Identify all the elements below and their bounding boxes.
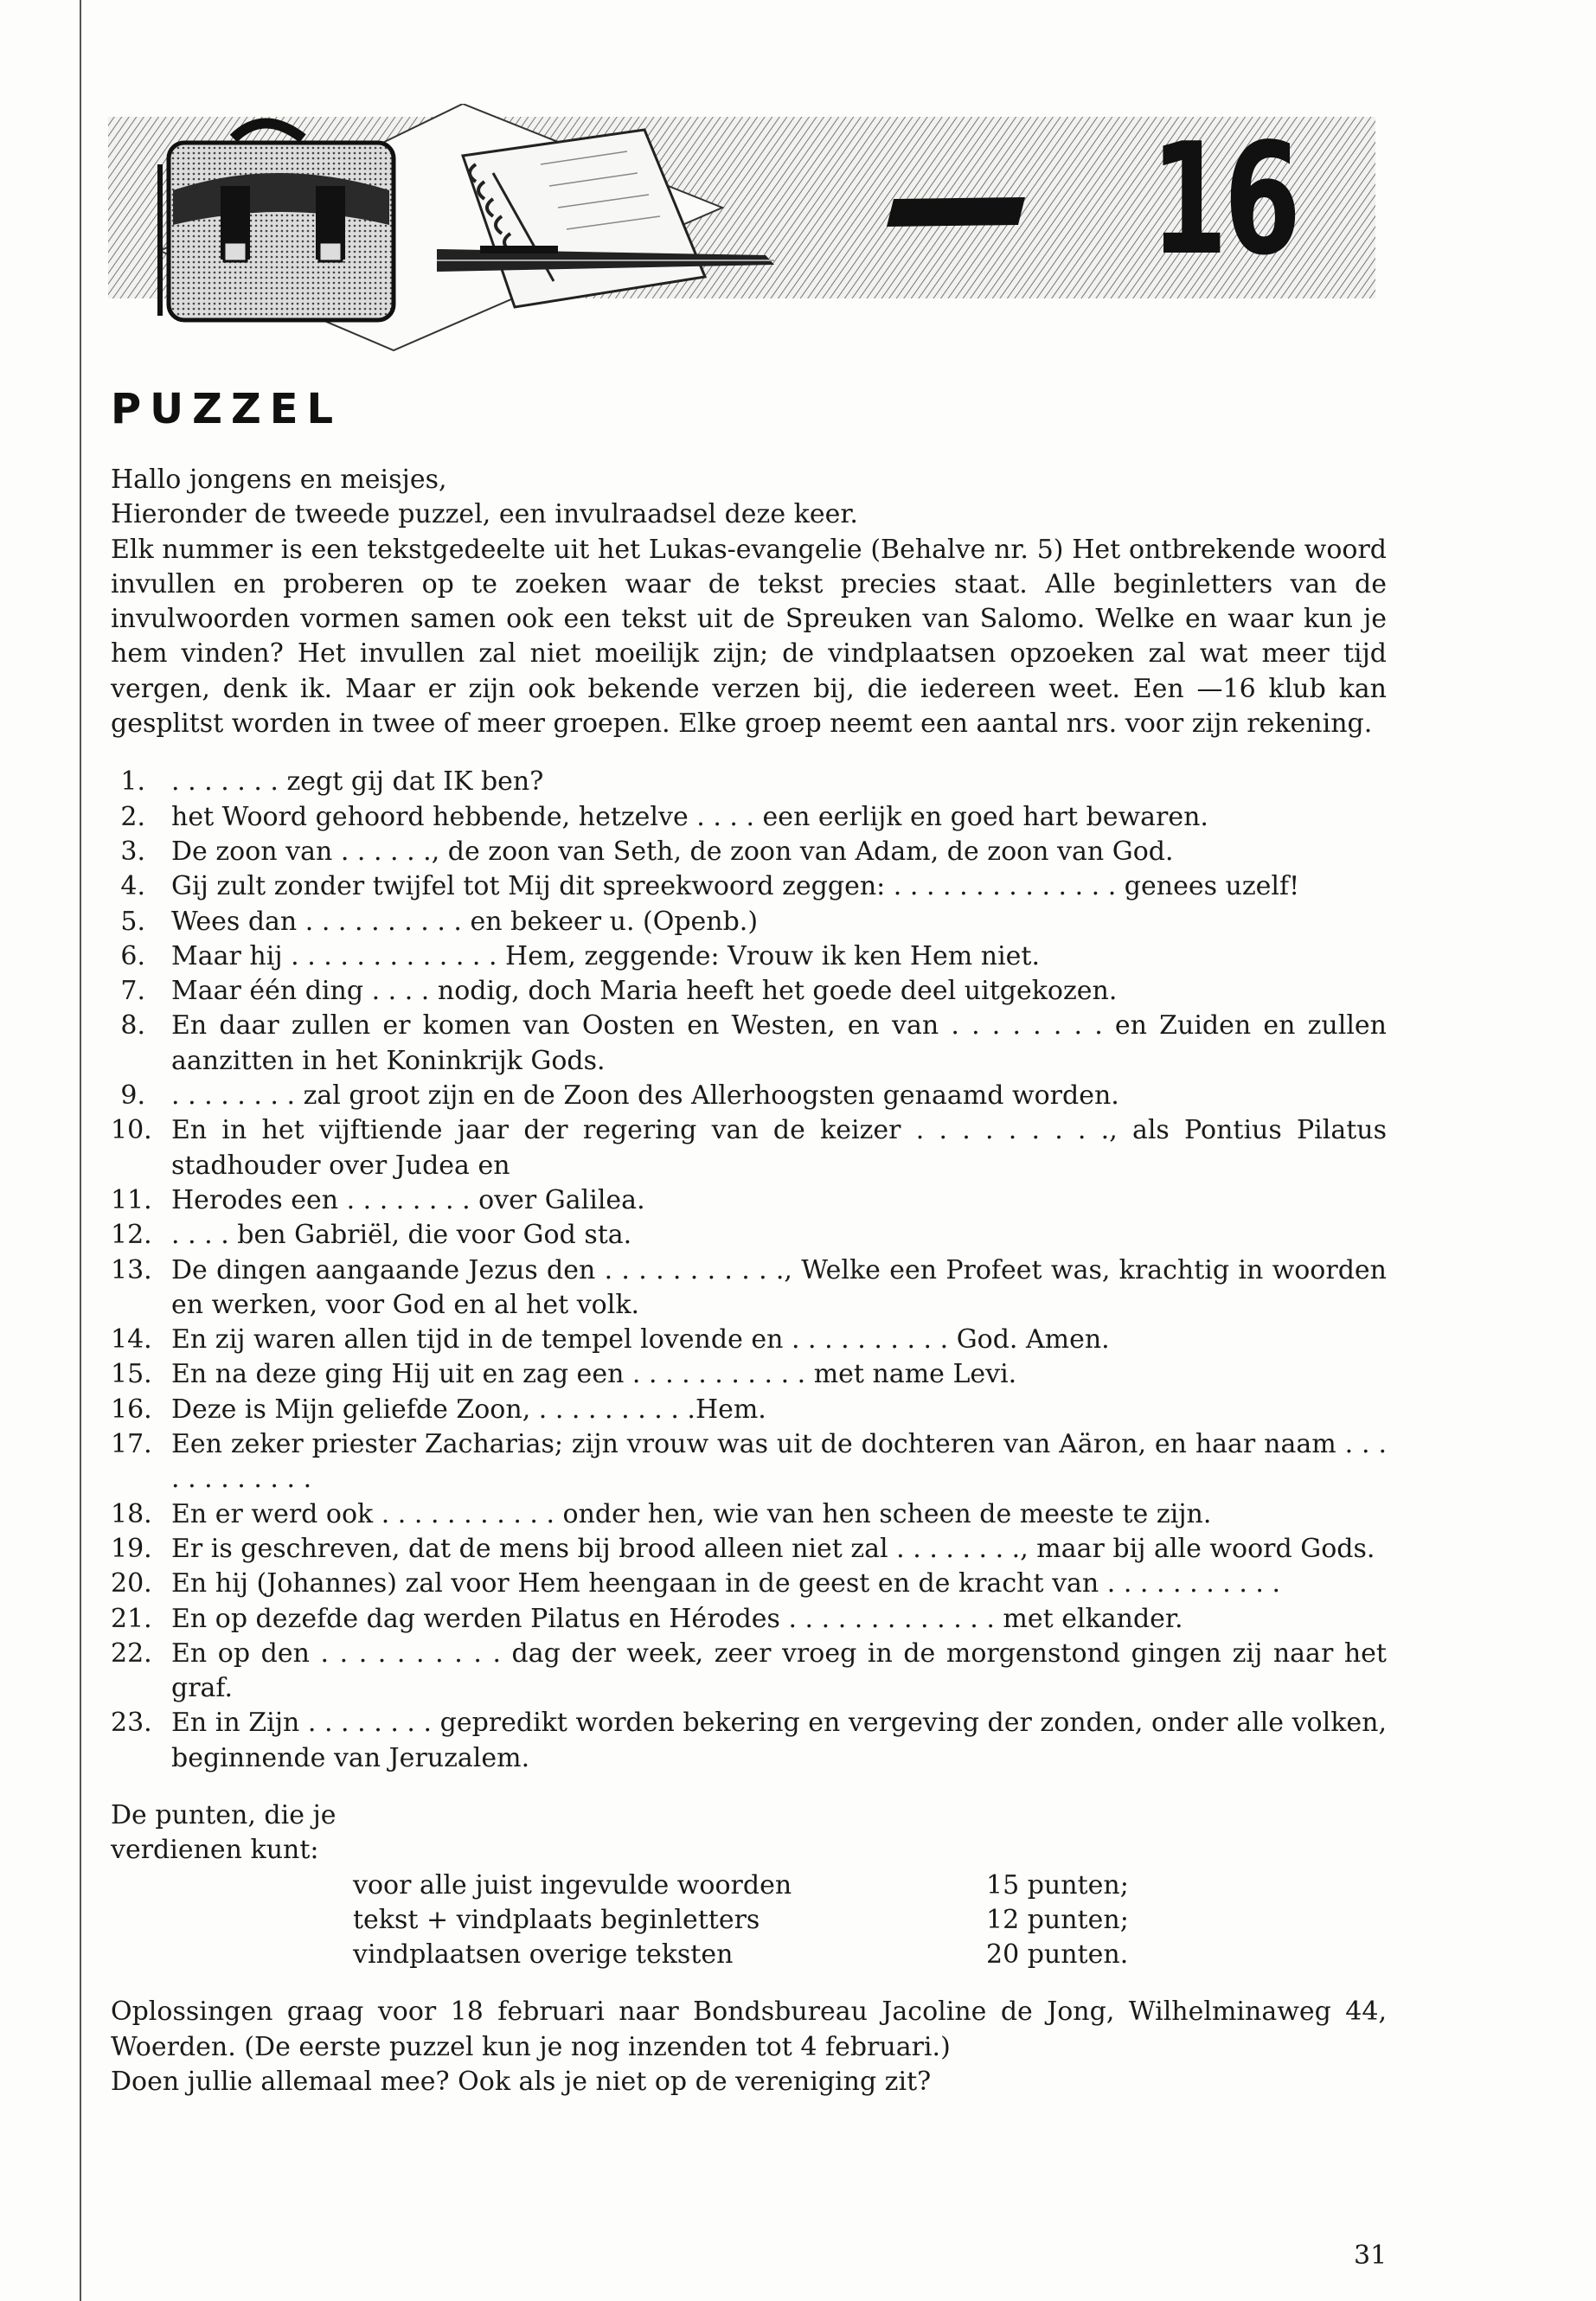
page-number: 31 <box>1354 2240 1388 2271</box>
clue-item: 6. Maar hij . . . . . . . . . . . . . Hem, zeggende: Vrouw ik ken Hem niet. <box>120 940 1041 971</box>
scoring-points: 12 punten; <box>986 1904 1129 1935</box>
scoring-row <box>111 1868 1387 1903</box>
margin-line <box>80 0 81 2301</box>
scoring-points: 20 punten. <box>986 1939 1129 1971</box>
clue-item: 3. De zoon van . . . . . ., de zoon van Seth, de zoon van Adam, de zoon van God. <box>120 836 1174 867</box>
scoring-criterion: vindplaatsen overige teksten <box>353 1939 734 1971</box>
clue-item: 12. . . . . ben Gabriël, die voor God sta. <box>111 1220 632 1251</box>
clue-item: 16. Deze is Mijn geliefde Zoon, . . . . . . . . . .Hem. <box>111 1394 766 1425</box>
clue-item: 8. En daar zullen er komen van Oosten en Westen, en van . . . . . . . . en Zuiden en zullen aanzitten in het Koninkrijk Gods. <box>120 1010 1387 1076</box>
clue-item: 2. het Woord gehoord hebbende, hetzelve . . . . een eerlijk en goed hart bewaren. <box>120 801 1208 832</box>
closing-paragraph: Oplossingen graag voor 18 februari naar Bondsbureau Jacoline de Jong, Wilhelminaweg 44, Woerden. (De eerste puzzel kun je nog inzenden tot 4 februari.) <box>111 1997 1387 2062</box>
page-title: PUZZEL <box>111 385 343 433</box>
clue-item: 7. Maar één ding . . . . nodig, doch Maria heeft het goede deel uitgekozen. <box>120 976 1118 1007</box>
scoring-label: De punten, die je verdienen kunt: <box>111 1799 337 1866</box>
clue-item: 17. Een zeker priester Zacharias; zijn vrouw was uit de dochteren van Aäron, en haar naam . . . . . . . . . . . . <box>111 1429 1387 1495</box>
scoring-table <box>111 1798 1387 1972</box>
clue-item: 13. De dingen aangaande Jezus den . . . . . . . . . . ., Welke een Profeet was, krachtig in woorden en werken, voor God en al het volk. <box>111 1254 1387 1320</box>
clue-item: 18. En er werd ook . . . . . . . . . . . onder hen, wie van hen scheen de meeste te zijn. <box>111 1498 1212 1529</box>
closing-question: Doen jullie allemaal mee? Ook als je niet op de vereniging zit? <box>111 2067 932 2098</box>
scoring-points: 15 punten; <box>986 1869 1129 1900</box>
intro-line: Hieronder de tweede puzzel, een invulraadsel deze keer. <box>111 499 858 530</box>
scoring-criterion: tekst + vindplaats beginletters <box>353 1904 760 1935</box>
clue-item: 15. En na deze ging Hij uit en zag een . . . . . . . . . . . met name Levi. <box>111 1359 1017 1390</box>
dash-mark <box>887 197 1025 227</box>
clue-item: 10. En in het vijftiende jaar der regering van de keizer . . . . . . . . ., als Pontius Pilatus stadhouder over Judea en <box>111 1115 1387 1181</box>
scoring-row <box>111 1903 1387 1938</box>
clue-item: 22. En op den . . . . . . . . . . dag der week, zeer vroeg in de morgenstond gingen zij naar het graf. <box>111 1638 1387 1704</box>
issue-number: 16 <box>1151 110 1298 289</box>
clue-item: 9. . . . . . . . . zal groot zijn en de Zoon des Allerhoogsten genaamd worden. <box>120 1080 1119 1112</box>
clue-item: 20. En hij (Johannes) zal voor Hem heengaan in de geest en de kracht van . . . . . . . . . . . <box>111 1568 1281 1599</box>
clue-item: 21. En op dezefde dag werden Pilatus en Hérodes . . . . . . . . . . . . . met elkander. <box>111 1603 1183 1634</box>
clue-item: 4. Gij zult zonder twijfel tot Mij dit spreekwoord zeggen: . . . . . . . . . . . . . . genees uzelf! <box>120 871 1300 902</box>
briefcase-icon <box>160 124 394 321</box>
header-banner <box>108 104 1375 355</box>
clue-item: 1. . . . . . . . zegt gij dat IK ben? <box>120 766 544 798</box>
clue-item: 14. En zij waren allen tijd in de tempel lovende en . . . . . . . . . . God. Amen. <box>111 1324 1110 1356</box>
clue-item: 19. Er is geschreven, dat de mens bij brood alleen niet zal . . . . . . . ., maar bij alle woord Gods. <box>111 1533 1375 1564</box>
scoring-row <box>111 1938 1387 1972</box>
scoring-criterion: voor alle juist ingevulde woorden <box>353 1869 792 1900</box>
clue-list <box>111 765 1387 1776</box>
clue-item: 11. Herodes een . . . . . . . . over Galilea. <box>111 1184 645 1215</box>
intro-greeting: Hallo jongens en meisjes, <box>111 465 447 495</box>
clue-item: 23. En in Zijn . . . . . . . . gepredikt worden bekering en vergeving der zonden, onder alle volken, beginnende van Jeruzalem. <box>111 1708 1387 1773</box>
article-body <box>111 463 1387 2099</box>
clue-item: 5. Wees dan . . . . . . . . . . en bekeer u. (Openb.) <box>120 906 759 937</box>
intro-paragraph: Elk nummer is een tekstgedeelte uit het Lukas-evangelie (Behalve nr. 5) Het ontbrekende woord invullen en proberen op te zoeken waar de tekst precies staat. Alle beginletters van de invulwoorden vormen samen ook een tekst uit de Spreuken van Salomo. Welke en waar kun je hem vinden? Het invullen zal niet moeilijk zijn; de vindplaatsen opzoeken zal wat meer tijd vergen, denk ik. Maar er zijn ook bekende verzen bij, die iedereen weet. Een —16 klub kan gesplitst worden in twee of meer groepen. Elke groep neemt een aantal nrs. voor zijn rekening. <box>111 534 1387 740</box>
